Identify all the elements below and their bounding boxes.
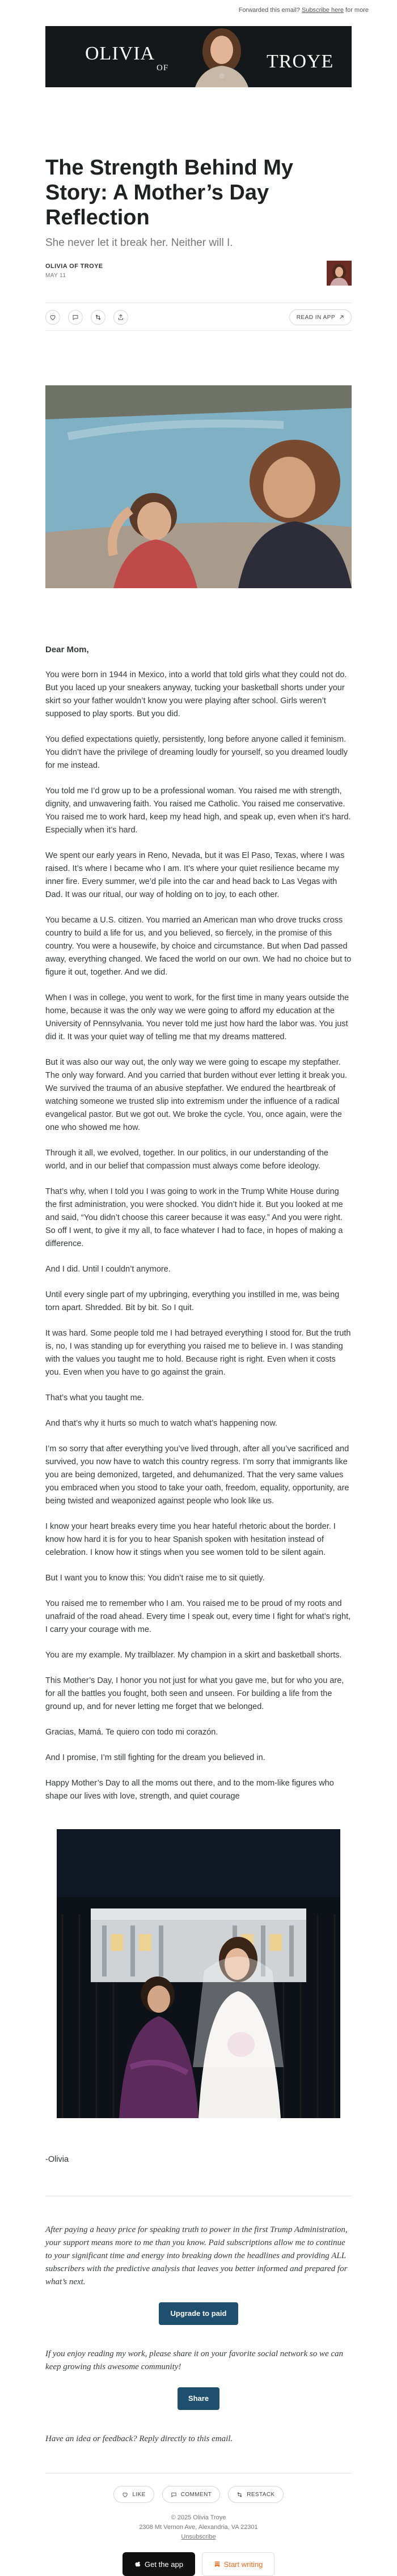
letter-paragraph: Happy Mother’s Day to all the moms out there, and to the mom-like figures who shape our lives with love, strength, and quiet courage [45, 1779, 334, 1801]
start-writing-button[interactable]: Start writing [202, 2552, 274, 2576]
restack-icon [95, 314, 102, 321]
letter-body [45, 643, 352, 1803]
substack-logo-icon [214, 2561, 221, 2568]
support-section [45, 2196, 352, 2446]
letter-signature: -Olivia [45, 2155, 69, 2164]
letter-paragraph: Through it all, we evolved, together. In our politics, in our understanding of the world, and in our belief that compassion must always come before ideology. [45, 1149, 328, 1171]
heart-icon [122, 2492, 128, 2498]
banner-title-left: OLIVIA [85, 43, 155, 64]
upgrade-to-paid-button[interactable]: Upgrade to paid [159, 2302, 238, 2325]
letter-paragraph: Gracias, Mamá. Te quiero con todo mi corazón. [45, 1728, 218, 1737]
forward-notice: Forwarded this email? Subscribe here for more [238, 7, 369, 14]
letter-paragraph: But it was also our way out, the only way we were going to escape my stepfather. The only way forward. And you carried that burden without ever letting it break you. We survived the trauma of an abusive stepfather. We endured the heartbreak of watching someone we trusted slip into extremism under the influence of a radical evangelical pastor. But we got out. We broke the cycle. You, once again, were the one who showed me how. [45, 1058, 347, 1132]
letter-paragraph: You became a U.S. citizen. You married an American man who drove trucks cross country to build a life for us, and you believed, so fiercely, in the promise of this country. You were a housewife, by choice and circumstance. But when Dad passed away, everything changed. We faced the world on our own. We had no choice but to figure it out, together. And we did. [45, 916, 352, 977]
letter-paragraph: You are my example. My trailblazer. My champion in a skirt and basketball shorts. [45, 1651, 342, 1660]
read-in-app-button[interactable]: READ IN APP [289, 309, 352, 325]
unsubscribe-link[interactable]: Unsubscribe [181, 2534, 216, 2540]
heart-icon [49, 314, 56, 321]
restack-pill[interactable]: RESTACK [228, 2486, 283, 2503]
letter-paragraph: It was hard. Some people told me I had betrayed everything I stood for. But the truth is, no, I was standing up for everything you raised me to believe in. I was standing with the values you taught me to hold. Because right is right. Even when it costs you. Even when you have to go against the grain. [45, 1329, 351, 1377]
email-footer [45, 2473, 352, 2576]
comment-icon [171, 2492, 177, 2498]
post-subtitle: She never let it break her. Neither will I. [45, 237, 233, 249]
author-name[interactable]: OLIVIA OF TROYE [45, 263, 103, 270]
letter-paragraph: And I did. Until I couldn’t anymore. [45, 1265, 171, 1274]
letter-paragraph: Until every single part of my upbringing, everything you instilled in me, was being torn apart. Shredded. Bit by bit. So I quit. [45, 1290, 340, 1312]
feedback-note: Have an idea or feedback? Reply directly to this email. [45, 2434, 233, 2443]
restack-icon [236, 2492, 243, 2498]
letter-paragraph: That’s why, when I told you I was going to work in the Trump White House during the first administration, you were shocked. You didn’t hide it. But you looked at me and said, “You didn’t choose this career because it was easy.” And you were right. So off I went, to give it my all, to face whatever I had to face, in hopes of making a difference. [45, 1187, 343, 1248]
restack-button[interactable] [91, 310, 105, 325]
external-link-icon [339, 314, 344, 320]
letter-paragraph: You were born in 1944 in Mexico, into a world that told girls what they could not do. But you laced up your sneakers anyway, tucking your basketball shorts under your skirt so your father wouldn’t know you were playing after school. Girls weren’t supposed to play sports. But you did. [45, 670, 347, 719]
support-text: After paying a heavy price for speaking truth to power in the first Trump Administration, your support means more to me than you know. Paid subscriptions allow me to continue to your significant time and energy into breaking down the headlines and providing ALL subscribers with the predictive analysis that leaves you better informed and prepared for what’s next. [45, 2225, 348, 2286]
letter-paragraph: I’m so sorry that after everything you’ve lived through, after all you’ve sacrificed and survived, you now have to watch this country regress. I’m sorry that immigrants like you are being demonized, targeted, and dehumanized. That the very same values you embraced when you stood to take your oath, freedom, equality, opportunity, are being twisted and weaponized against people who look like us. [45, 1444, 349, 1506]
engagement-pills [45, 2486, 352, 2503]
letter-paragraph: I know your heart breaks every time you hear hateful rhetoric about the border. I know how hard it is for you to hear Spanish spoken with hesitation instead of celebration. I know how it stings when you see women told to be silent again. [45, 1522, 336, 1557]
publication-banner[interactable] [45, 26, 352, 87]
post-actions-bar [45, 303, 352, 331]
get-the-app-button[interactable]: Get the app [123, 2552, 195, 2576]
banner-title-of: OF [157, 63, 169, 73]
apple-icon [134, 2561, 141, 2568]
letter-paragraph: And that’s why it hurts so much to watch what’s happening now. [45, 1419, 277, 1428]
like-button[interactable] [45, 310, 60, 325]
letter-paragraph: We spent our early years in Reno, Nevada, but it was El Paso, Texas, where I was raised. It’s where I became who I am. It’s where your quiet resilience became my inner fire. Every summer, we’d pile into the car and head back to Las Vegas with Dad. It was our ritual, our way of holding on to joy, to each other. [45, 851, 345, 899]
letter-paragraph: When I was in college, you went to work, for the first time in many years outside the home, because it was the only way we were going to afford my education at the University of Pennsylvania. You never told me just how hard the labor was. You just did it. It was your quiet way of telling me that my dreams mattered. [45, 993, 349, 1042]
letter-greeting: Dear Mom, [45, 645, 89, 654]
share-button[interactable]: Share [178, 2387, 219, 2410]
share-button-top[interactable] [113, 310, 128, 325]
comment-pill[interactable]: COMMENT [162, 2486, 220, 2503]
wedding-photo[interactable] [57, 1829, 340, 2118]
hero-photo[interactable] [45, 385, 352, 588]
like-pill[interactable]: LIKE [113, 2486, 154, 2503]
letter-paragraph: But I want you to know this: You didn’t raise me to sit quietly. [45, 1574, 265, 1583]
post-title[interactable]: The Strength Behind My Story: A Mother’s Day Reflection [45, 156, 293, 229]
share-icon [117, 314, 124, 321]
share-prompt: If you enjoy reading my work, please share it on your favorite social network so we can keep growing this awesome community! [45, 2349, 344, 2371]
letter-paragraph: You told me I’d grow up to be a professional woman. You raised me with strength, dignity, and unwavering faith. You raised me Catholic. You raised me conservative. You raised me to work hard, keep my head high, and speak up, even when it’s hard. Especially when it’s hard. [45, 787, 351, 835]
comment-icon [72, 314, 79, 321]
letter-paragraph: This Mother’s Day, I honor you not just for what you gave me, but for who you are, for all the battles you fought, both seen and unseen. For building a life from the ground up, and for never letting me forget that we belonged. [45, 1676, 344, 1711]
author-avatar[interactable] [327, 261, 352, 286]
subscribe-link[interactable]: Subscribe here [301, 7, 344, 14]
letter-paragraph: And I promise, I’m still fighting for the dream you believed in. [45, 1753, 265, 1762]
copyright-block [45, 2513, 352, 2542]
banner-portrait [185, 26, 259, 87]
post-date: MAY 11 [45, 273, 66, 279]
banner-title-right: TROYE [267, 51, 334, 72]
mailing-address: 2308 Mt Vernon Ave, Alexandria, VA 22301 [139, 2524, 258, 2531]
copyright: © 2025 Olivia Troye [171, 2514, 226, 2521]
letter-paragraph: That’s what you taught me. [45, 1393, 144, 1402]
comment-button[interactable] [68, 310, 83, 325]
letter-paragraph: You raised me to remember who I am. You raised me to be proud of my roots and unafraid of the road ahead. Every time I speak out, every time I fight for what’s right, I carry your courage with me. [45, 1599, 351, 1634]
post-meta [45, 263, 352, 289]
app-cta-row [45, 2552, 352, 2576]
letter-paragraph: You defied expectations quietly, persistently, long before anyone called it feminism. You didn’t have the privilege of dreaming loudly for yourself, so you dreamed loudly for me instead. [45, 735, 348, 770]
